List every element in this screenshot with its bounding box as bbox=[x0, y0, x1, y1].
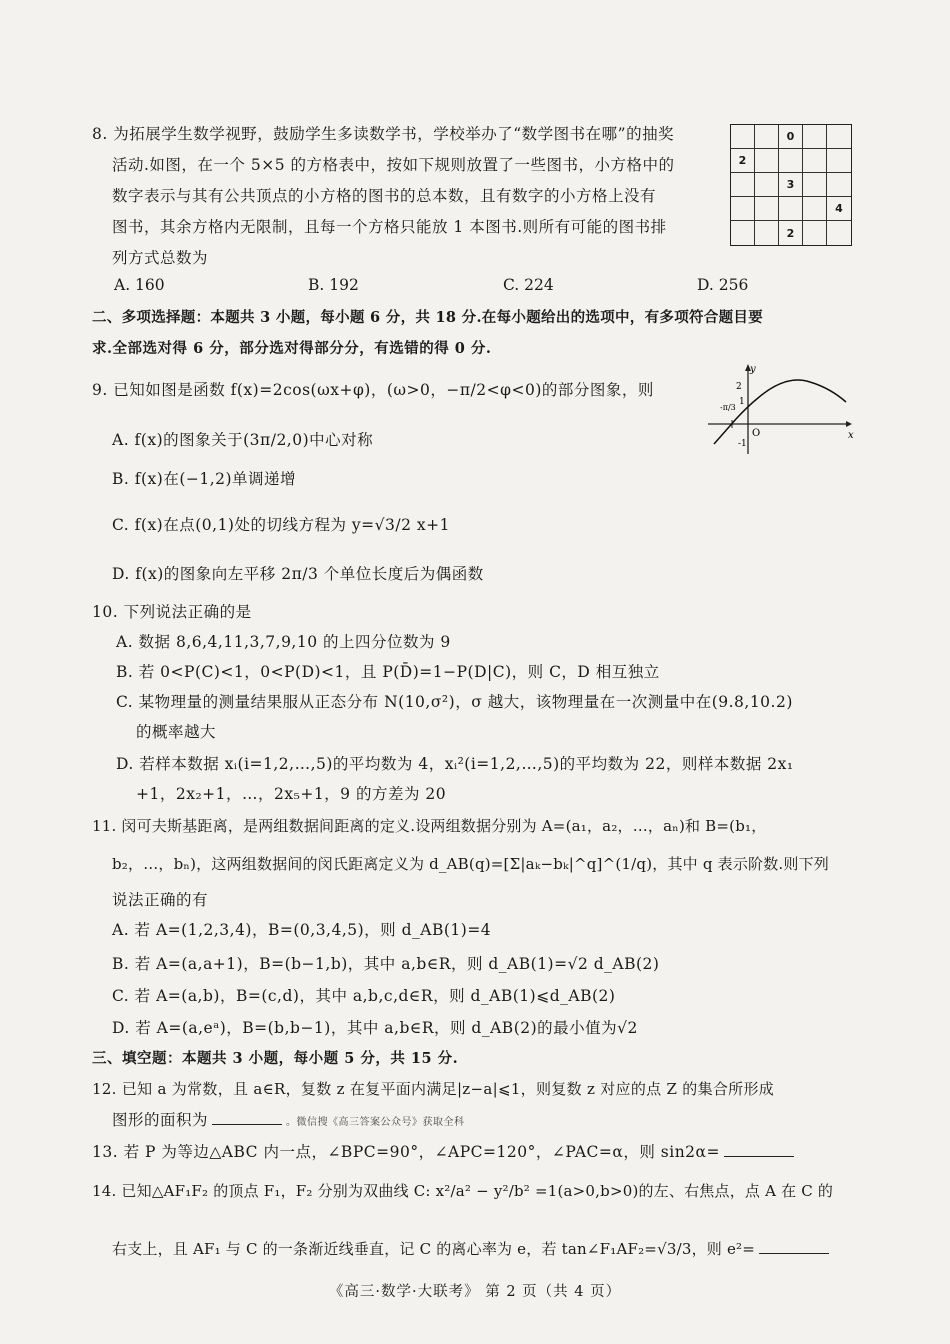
grid-cell bbox=[803, 149, 827, 173]
q14-line-1: 14. 已知△AF₁F₂ 的顶点 F₁，F₂ 分别为双曲线 C: x²/a² − y²/b² =1(a>0,b>0)的左、右焦点，点 A 在 C 的 bbox=[92, 1182, 834, 1200]
q8-option-c: C. 224 bbox=[503, 276, 554, 294]
x-axis-label: x bbox=[848, 430, 854, 441]
grid-cell bbox=[755, 173, 779, 197]
grid-cell: 0 bbox=[779, 125, 803, 149]
q10-option-d-cont: +1，2x₂+1，…，2x₅+1，9 的方差为 20 bbox=[136, 785, 447, 803]
q8-line-4: 图书，其余方格内无限制，且每一个方格只能放 1 本图书.则所有可能的图书排 bbox=[112, 218, 667, 236]
y-tick-1: 1 bbox=[739, 397, 745, 407]
section2-line-2: 求.全部选对得 6 分，部分选对得部分分，有选错的得 0 分. bbox=[92, 340, 492, 357]
grid-cell: 3 bbox=[779, 173, 803, 197]
q8-grid bbox=[730, 124, 852, 246]
grid-cell bbox=[755, 125, 779, 149]
grid-cell: 2 bbox=[779, 221, 803, 245]
q10-option-b: B. 若 0<P(C)<1，0<P(D)<1，且 P(D̄)=1−P(D|C)，则 C，D 相互独立 bbox=[116, 663, 660, 681]
cosine-curve bbox=[714, 380, 846, 444]
q14-text: 右支上，且 AF₁ 与 C 的一条渐近线垂直，记 C 的离心率为 e，若 tan∠F₁AF₂=√3/3，则 e²= bbox=[112, 1240, 755, 1258]
q9-option-a: A. f(x)的图象关于(3π/2,0)中心对称 bbox=[112, 431, 374, 449]
q8-option-d: D. 256 bbox=[697, 276, 749, 294]
q11-option-d: D. 若 A=(a,eᵃ)，B=(b,b−1)，其中 a,b∈R，则 d_AB(2)的最小值为√2 bbox=[112, 1019, 638, 1037]
q9-stem: 9. 已知如图是函数 f(x)=2cos(ωx+φ)，(ω>0，−π/2<φ<0)的部分图象，则 bbox=[92, 381, 654, 399]
q11-option-c: C. 若 A=(a,b)，B=(c,d)，其中 a,b,c,d∈R，则 d_AB(1)⩽d_AB(2) bbox=[112, 987, 616, 1005]
q13-text: 13. 若 P 为等边△ABC 内一点，∠BPC=90°，∠APC=120°，∠PAC=α，则 sin2α= bbox=[92, 1143, 720, 1161]
q8-option-b: B. 192 bbox=[308, 276, 359, 294]
grid-cell bbox=[779, 149, 803, 173]
q10-option-d: D. 若样本数据 xᵢ(i=1,2,…,5)的平均数为 4，xᵢ²(i=1,2,…,5)的平均数为 22，则样本数据 2x₁ bbox=[116, 755, 794, 773]
y-tick-neg1: -1 bbox=[738, 439, 747, 449]
q11-option-b: B. 若 A=(a,a+1)，B=(b−1,b)，其中 a,b∈R，则 d_AB(1)=√2 d_AB(2) bbox=[112, 955, 660, 973]
grid-cell bbox=[731, 173, 755, 197]
grid-cell: 2 bbox=[731, 149, 755, 173]
q9-function-graph bbox=[706, 362, 856, 462]
grid-cell: 4 bbox=[827, 197, 851, 221]
q10-option-c: C. 某物理量的测量结果服从正态分布 N(10,σ²)，σ 越大，该物理量在一次测量中在(9.8,10.2) bbox=[116, 693, 793, 711]
grid-cell bbox=[779, 197, 803, 221]
q14-line-2 bbox=[112, 1238, 833, 1259]
grid-cell bbox=[731, 197, 755, 221]
grid-cell bbox=[827, 125, 851, 149]
section2-line-1: 二、多项选择题：本题共 3 小题，每小题 6 分，共 18 分.在每小题给出的选项中，有多项符合题目要 bbox=[92, 309, 763, 326]
grid-cell bbox=[731, 221, 755, 245]
q11-line-1: 11. 闵可夫斯基距离，是两组数据间距离的定义.设两组数据分别为 A=(a₁，a₂，…，aₙ)和 B=(b₁， bbox=[92, 817, 767, 835]
q12-watermark-note: 。微信搜《高三答案公众号》获取全科 bbox=[286, 1117, 465, 1128]
q9-option-d: D. f(x)的图象向左平移 2π/3 个单位长度后为偶函数 bbox=[112, 565, 484, 583]
q12-line-2-text: 图形的面积为 bbox=[112, 1111, 209, 1129]
q14-answer-blank[interactable] bbox=[759, 1253, 829, 1254]
y-tick-2: 2 bbox=[736, 382, 742, 392]
grid-cell bbox=[803, 197, 827, 221]
q13-line bbox=[92, 1140, 798, 1162]
q11-line-2: b₂，…，bₙ)，这两组数据间的闵氏距离定义为 d_AB(q)=[Σ|aₖ−bₖ|^q]^(1/q)，其中 q 表示阶数.则下列 bbox=[112, 855, 829, 873]
q13-answer-blank[interactable] bbox=[724, 1156, 794, 1157]
q8-line-5: 列方式总数为 bbox=[112, 249, 209, 267]
grid-cell bbox=[827, 149, 851, 173]
q8-line-1: 8. 为拓展学生数学视野，鼓励学生多读数学书，学校举办了“数学图书在哪”的抽奖 bbox=[92, 125, 675, 143]
x-axis-arrow-icon bbox=[846, 421, 852, 427]
x-tick-label: -π/3 bbox=[720, 403, 736, 412]
y-axis-label: y bbox=[750, 364, 756, 375]
grid-cell bbox=[755, 197, 779, 221]
grid-cell bbox=[827, 173, 851, 197]
q12-line-2 bbox=[112, 1108, 465, 1130]
q9-option-b: B. f(x)在(−1,2)单调递增 bbox=[112, 470, 297, 488]
grid-cell bbox=[731, 125, 755, 149]
section3-title: 三、填空题：本题共 3 小题，每小题 5 分，共 15 分. bbox=[92, 1050, 459, 1067]
q8-option-a: A. 160 bbox=[114, 276, 165, 294]
q9-option-c: C. f(x)在点(0,1)处的切线方程为 y=√3/2 x+1 bbox=[112, 516, 450, 534]
origin-label: O bbox=[752, 428, 761, 439]
grid-cell bbox=[755, 149, 779, 173]
q11-option-a: A. 若 A=(1,2,3,4)，B=(0,3,4,5)，则 d_AB(1)=4 bbox=[112, 921, 492, 939]
q8-line-3: 数字表示与其有公共顶点的小方格的图书的总本数，且有数字的小方格上没有 bbox=[112, 187, 657, 205]
grid-cell bbox=[755, 221, 779, 245]
q11-line-3: 说法正确的有 bbox=[112, 891, 209, 909]
q12-answer-blank[interactable] bbox=[212, 1124, 282, 1125]
grid-cell bbox=[803, 173, 827, 197]
q10-stem: 10. 下列说法正确的是 bbox=[92, 603, 252, 621]
q10-option-c-cont: 的概率越大 bbox=[136, 723, 217, 741]
q8-line-2: 活动.如图，在一个 5×5 的方格表中，按如下规则放置了一些图书，小方格中的 bbox=[112, 156, 675, 174]
grid-cell bbox=[827, 221, 851, 245]
q10-option-a: A. 数据 8,6,4,11,3,7,9,10 的上四分位数为 9 bbox=[116, 633, 451, 651]
page-footer: 《高三·数学·大联考》 第 2 页（共 4 页） bbox=[328, 1284, 622, 1300]
q12-line-1: 12. 已知 a 为常数，且 a∈R，复数 z 在复平面内满足|z−a|⩽1，则复数 z 对应的点 Z 的集合所形成 bbox=[92, 1080, 775, 1098]
grid-cell bbox=[803, 125, 827, 149]
grid-cell bbox=[803, 221, 827, 245]
